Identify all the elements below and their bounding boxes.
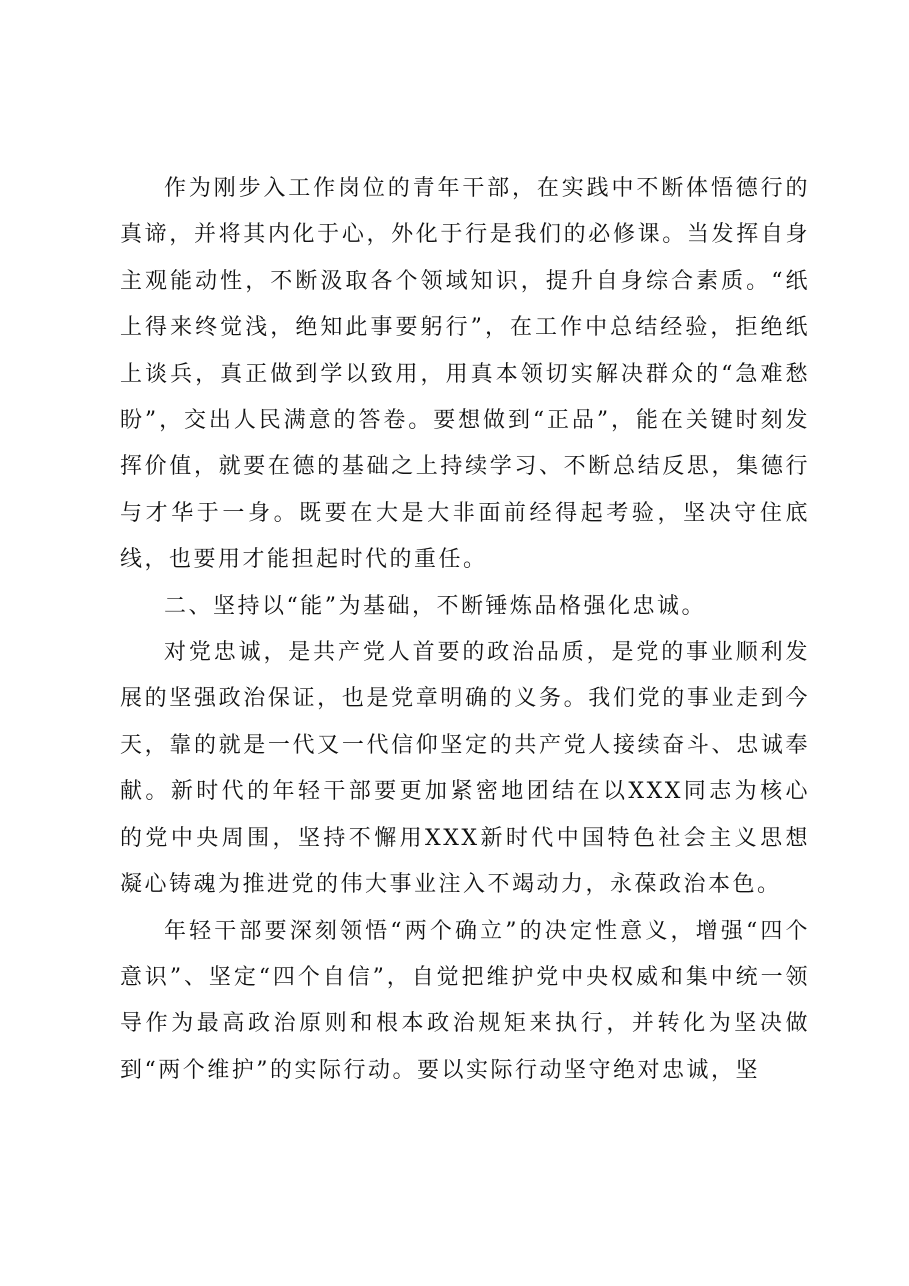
section-heading-two: 二、坚持以“能”为基础，不断锤炼品格强化忠诚。: [164, 593, 706, 619]
document-body: [120, 166, 810, 1094]
paragraph-two-establishments: 年轻干部要深刻领悟“两个确立”的决定性意义，增强“四个意识”、坚定“四个自信”，自觉把维护党中央权威和集中统一领导作为最高政治原则和根本政治规矩来执行，并转化为坚决做到“两个维护”的实际行动。要以实际行动坚守绝对忠诚，坚: [120, 918, 810, 1083]
paragraph-party-loyalty: 对党忠诚，是共产党人首要的政治品质，是党的事业顺利发展的坚强政治保证，也是党章明确的义务。我们党的事业走到今天，靠的就是一代又一代信仰坚定的共产党人接续奋斗、忠诚奉献。新时代的年轻干部要更加紧密地团结在以XXX同志为核心的党中央周围，坚持不懈用XXX新时代中国特色社会主义思想凝心铸魂为推进党的伟大事业注入不竭动力，永葆政治本色。: [120, 640, 810, 898]
paragraph-youth-cadre-virtue: 作为刚步入工作岗位的青年干部，在实践中不断体悟德行的真谛，并将其内化于心，外化于行是我们的必修课。当发挥自身主观能动性，不断汲取各个领域知识，提升自身综合素质。“纸上得来终觉浅，绝知此事要躬行”，在工作中总结经验，拒绝纸上谈兵，真正做到学以致用，用真本领切实解决群众的“急难愁盼”，交出人民满意的答卷。要想做到“正品”，能在关键时刻发挥价值，就要在德的基础之上持续学习、不断总结反思，集德行与才华于一身。既要在大是大非面前经得起考验，坚决守住底线，也要用才能担起时代的重任。: [120, 176, 810, 573]
